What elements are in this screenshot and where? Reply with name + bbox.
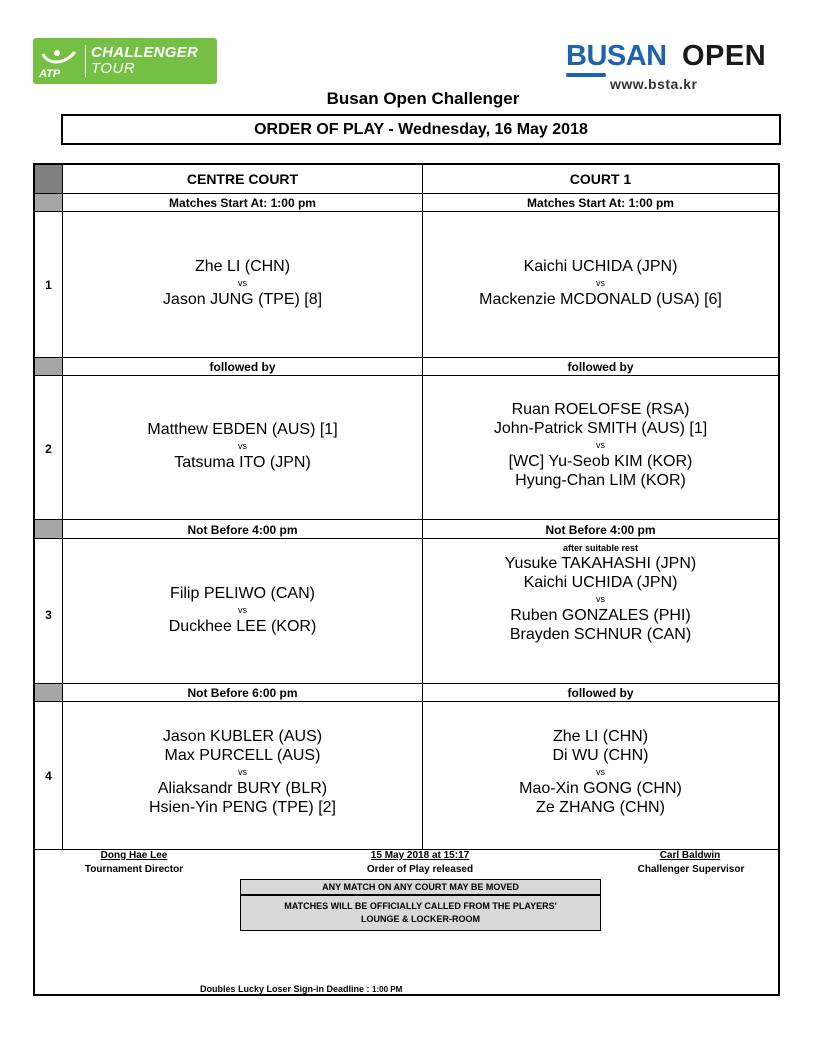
supervisor-role: Challenger Supervisor	[637, 864, 745, 875]
match-cell: Matthew EBDEN (AUS) [1] vs Tatsuma ITO (JPN)	[147, 421, 338, 471]
atp-line2: TOUR	[91, 60, 136, 77]
busan-logo-part1: BUSAN	[566, 40, 667, 72]
row-header: Not Before 6:00 pm	[187, 686, 298, 700]
atp-line1: CHALLENGER	[91, 44, 199, 61]
atp-challenger-logo	[33, 38, 217, 84]
director-name: Dong Hae Lee	[100, 850, 168, 861]
supervisor-name: Carl Baldwin	[659, 850, 721, 861]
released-label: Order of Play released	[366, 864, 474, 875]
match-cell: after suitable rest Yusuke TAKAHASHI (JPN) Kaichi UCHIDA (JPN) vs Ruben GONZALES (PHI) Brayden SCHNUR (CAN)	[423, 542, 778, 644]
busan-url: www.bsta.kr	[610, 76, 698, 92]
order-of-play-heading: ORDER OF PLAY - Wednesday, 16 May 2018	[61, 114, 781, 145]
released-time: 15 May 2018 at 15:17	[370, 850, 470, 861]
notice-match-moved: ANY MATCH ON ANY COURT MAY BE MOVED	[240, 879, 601, 895]
row-gray-cell	[35, 194, 62, 211]
corner-cell	[35, 165, 62, 193]
match-cell: Kaichi UCHIDA (JPN) vs Mackenzie MCDONALD (USA) [6]	[479, 258, 722, 308]
row-header: followed by	[567, 360, 634, 374]
match-cell: Zhe LI (CHN) vs Jason JUNG (TPE) [8]	[162, 258, 323, 308]
row-header: Not Before 4:00 pm	[187, 523, 298, 537]
row-header: followed by	[209, 360, 276, 374]
row-header: followed by	[567, 686, 634, 700]
row-number: 1	[45, 278, 52, 292]
start-time-centre: Matches Start At: 1:00 pm	[169, 196, 316, 210]
row-number: 4	[45, 769, 52, 783]
notice-called-from-lounge: MATCHES WILL BE OFFICIALLY CALLED FROM THE PLAYERS' LOUNGE & LOCKER-ROOM	[240, 895, 601, 931]
tournament-title: Busan Open Challenger	[326, 89, 520, 108]
busan-wave-icon	[566, 73, 606, 77]
lucky-loser-deadline: Doubles Lucky Loser Sign-in Deadline : 1:00 PM	[200, 984, 403, 994]
row-gray-cell	[35, 520, 62, 538]
row-number: 3	[45, 608, 52, 622]
row-gray-cell	[35, 358, 62, 375]
match-cell: Jason KUBLER (AUS) Max PURCELL (AUS) vs Aliaksandr BURY (BLR) Hsien-Yin PENG (TPE) [2]	[148, 728, 336, 816]
match-cell: Zhe LI (CHN) Di WU (CHN) vs Mao-Xin GONG (CHN) Ze ZHANG (CHN)	[519, 728, 682, 816]
court-header-court1: COURT 1	[569, 171, 632, 187]
match-note: after suitable rest	[562, 543, 639, 553]
atp-mark-text: ATP	[39, 68, 61, 80]
row-number: 2	[45, 442, 52, 456]
court-header-centre: CENTRE COURT	[186, 171, 299, 187]
director-role: Tournament Director	[84, 864, 184, 875]
row-gray-cell	[35, 684, 62, 701]
busan-logo-part2: OPEN	[682, 40, 767, 72]
match-cell: Ruan ROELOFSE (RSA) John-Patrick SMITH (AUS) [1] vs [WC] Yu-Seob KIM (KOR) Hyung-Chan LIM (KOR)	[493, 401, 708, 489]
atp-swoosh-icon	[37, 44, 81, 80]
match-cell: Filip PELIWO (CAN) vs Duckhee LEE (KOR)	[168, 585, 317, 635]
row-header: Not Before 4:00 pm	[545, 523, 656, 537]
start-time-court1: Matches Start At: 1:00 pm	[527, 196, 674, 210]
